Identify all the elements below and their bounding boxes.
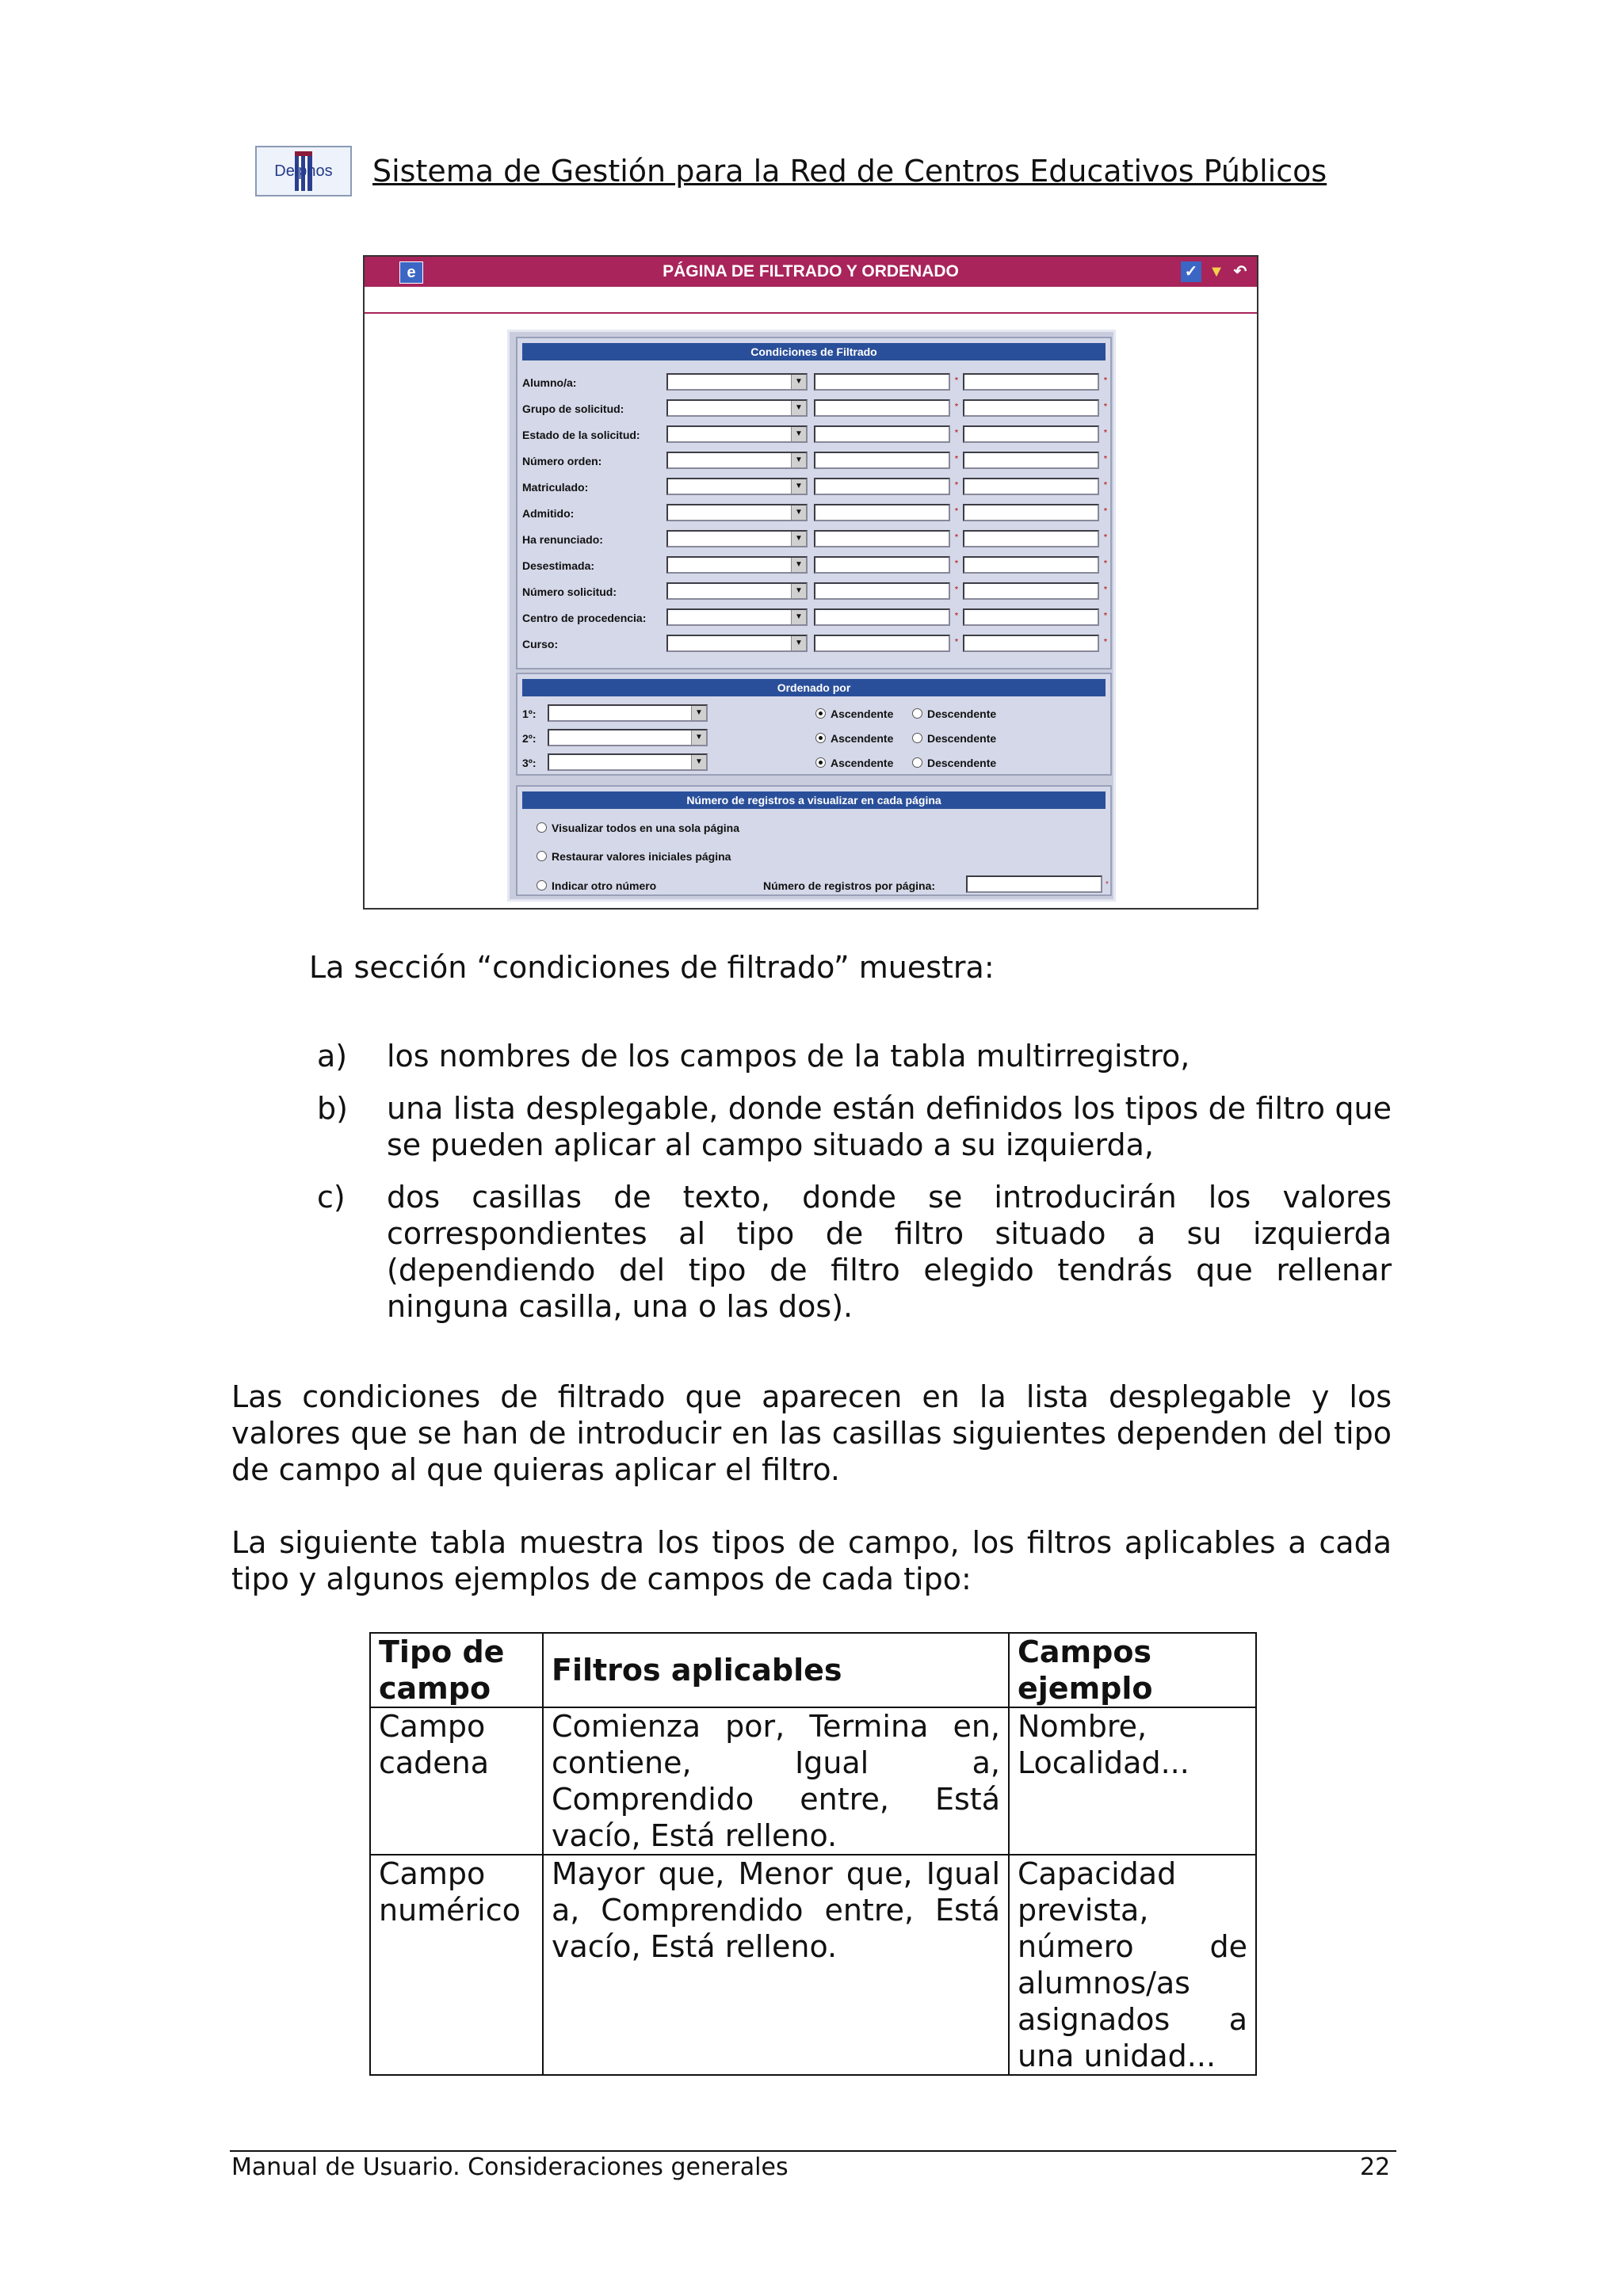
- order-field-select[interactable]: [548, 729, 708, 746]
- radio-ascending[interactable]: Ascendente: [815, 757, 893, 769]
- filter-value-1[interactable]: [814, 635, 950, 652]
- required-mark: *: [1104, 559, 1107, 568]
- filter-row: [522, 631, 1109, 655]
- dropdown-arrow-icon: ▼: [691, 706, 706, 720]
- dropdown-arrow-icon: ▼: [791, 558, 806, 572]
- records-section: [516, 785, 1112, 896]
- sub-bar: [365, 287, 1257, 314]
- filter-row: [522, 501, 1109, 524]
- dropdown-arrow-icon: ▼: [691, 730, 706, 745]
- filter-row: [522, 396, 1109, 420]
- filter-row: [522, 527, 1109, 551]
- filter-row: [522, 422, 1109, 446]
- required-mark: *: [955, 585, 958, 594]
- check-icon[interactable]: ✓: [1181, 261, 1201, 282]
- required-mark: *: [1104, 455, 1107, 463]
- required-mark: *: [955, 507, 958, 516]
- delphos-logo: [255, 146, 352, 196]
- radio-icon: [815, 757, 826, 768]
- filter-field-label: Centro de procedencia:: [522, 612, 647, 624]
- filter-field-label: Ha renunciado:: [522, 533, 603, 546]
- radio-icon: [815, 733, 826, 743]
- filter-types-table: [369, 1632, 1257, 2076]
- filter-type-select[interactable]: [666, 504, 808, 521]
- table-header-row: [370, 1633, 1256, 1707]
- title-bar: [365, 257, 1257, 287]
- required-mark: *: [1104, 376, 1107, 385]
- filter-value-1[interactable]: [814, 608, 950, 626]
- filter-section: [516, 337, 1112, 669]
- filter-value-2[interactable]: [963, 373, 1099, 391]
- records-section-title: Número de registros a visualizar en cada página: [522, 791, 1106, 809]
- filter-value-1[interactable]: [814, 530, 950, 547]
- radio-ascending[interactable]: Ascendente: [815, 707, 893, 720]
- required-mark: *: [1104, 585, 1107, 594]
- required-mark: *: [1104, 481, 1107, 490]
- filter-type-select[interactable]: [666, 530, 808, 547]
- required-mark: *: [1104, 507, 1107, 516]
- filter-value-2[interactable]: [963, 556, 1099, 574]
- filter-type-select[interactable]: [666, 425, 808, 443]
- order-row-label: 2º:: [522, 732, 537, 745]
- undo-icon[interactable]: ↶: [1233, 263, 1247, 280]
- table-cell: Comienza por, Termina en, contiene, Igual a, Comprendido entre, Está vacío, Está relleno.: [543, 1707, 1009, 1855]
- dropdown-arrow-icon: ▼: [791, 453, 806, 467]
- item-a-marker: a): [317, 1039, 348, 1074]
- radio-icon: [537, 851, 547, 861]
- filter-row: [522, 370, 1109, 394]
- filter-field-label: Número solicitud:: [522, 585, 617, 598]
- paragraph-1: Las condiciones de filtrado que aparecen en la lista desplegable y los valores que se han de introducir en las casillas siguientes dependen del tipo de campo al que quieras aplicar el filtro.: [231, 1379, 1392, 1487]
- bar-title: PÁGINA DE FILTRADO Y ORDENADO: [663, 262, 959, 280]
- required-mark: *: [1104, 638, 1107, 646]
- table-header: Campos ejemplo: [1009, 1633, 1256, 1707]
- required-mark: *: [955, 638, 958, 646]
- logo-text: Delphos: [274, 162, 333, 180]
- dropdown-arrow-icon: ▼: [791, 610, 806, 624]
- filter-row: [522, 475, 1109, 498]
- required-mark: *: [955, 559, 958, 568]
- radio-descending[interactable]: Descendente: [912, 732, 996, 745]
- filter-row: [522, 605, 1109, 629]
- radio-icon: [912, 757, 922, 768]
- filter-value-2[interactable]: [963, 635, 1099, 652]
- page-number: 22: [1360, 2153, 1391, 2181]
- filter-type-select[interactable]: [666, 452, 808, 469]
- dropdown-arrow-icon: ▼: [791, 532, 806, 546]
- filter-value-2[interactable]: [963, 478, 1099, 495]
- table-cell: Nombre, Localidad...: [1009, 1707, 1256, 1855]
- filter-value-2[interactable]: [963, 530, 1099, 547]
- intro-text: La sección “condiciones de filtrado” muestra:: [309, 950, 995, 985]
- table-row: [370, 1707, 1256, 1855]
- filter-field-label: Número orden:: [522, 455, 602, 467]
- required-mark: *: [1104, 612, 1107, 620]
- e-icon[interactable]: e: [399, 261, 423, 284]
- required-mark: *: [955, 376, 958, 385]
- table-header: Tipo de campo: [370, 1633, 543, 1707]
- dropdown-arrow-icon: ▼: [791, 479, 806, 494]
- per-page-input[interactable]: [966, 875, 1102, 893]
- filter-type-select[interactable]: [666, 373, 808, 391]
- footer-rule: [230, 2150, 1396, 2152]
- required-mark: *: [955, 481, 958, 490]
- filter-page-screenshot: [363, 255, 1258, 910]
- filter-type-select[interactable]: [666, 582, 808, 600]
- radio-icon: [537, 822, 547, 833]
- filter-value-1[interactable]: [814, 399, 950, 417]
- table-cell: Capacidad prevista, número de alumnos/as asignados a una unidad...: [1009, 1855, 1256, 2075]
- radio-reset-label: Restaurar valores iniciales página: [552, 850, 731, 863]
- filter-field-label: Curso:: [522, 638, 559, 650]
- item-a-text: los nombres de los campos de la tabla multirregistro,: [387, 1039, 1190, 1074]
- radio-descending[interactable]: Descendente: [912, 707, 996, 720]
- dropdown-arrow-icon: ▼: [791, 375, 806, 389]
- table-row: [370, 1855, 1256, 2075]
- required-mark: *: [955, 402, 958, 411]
- filter-field-label: Grupo de solicitud:: [522, 402, 624, 415]
- radio-icon: [912, 708, 922, 719]
- dropdown-arrow-icon: ▼: [791, 584, 806, 598]
- order-row: [522, 726, 1109, 749]
- footer-title: Manual de Usuario. Consideraciones generales: [231, 2153, 789, 2181]
- filter-value-1[interactable]: [814, 373, 950, 391]
- item-b-text: una lista desplegable, donde están definidos los tipos de filtro que se pueden aplicar al campo situado a su izquierda,: [387, 1091, 1392, 1162]
- filter-type-select[interactable]: [666, 635, 808, 652]
- filter-row: [522, 553, 1109, 577]
- filter-value-1[interactable]: [814, 478, 950, 495]
- filter-section-title: Condiciones de Filtrado: [522, 343, 1106, 360]
- filter-field-label: Alumno/a:: [522, 376, 577, 389]
- order-section: [516, 673, 1112, 776]
- item-c-text: dos casillas de texto, donde se introducirán los valores correspondientes al tipo de filtro situado a su izquierda (dependiendo del tipo de filtro elegido tendrás que rellenar ninguna casilla, una o las dos).: [387, 1180, 1392, 1324]
- radio-icon: [815, 708, 826, 719]
- order-field-select[interactable]: [548, 704, 708, 722]
- filter-field-label: Matriculado:: [522, 481, 589, 494]
- filter-icon[interactable]: ▼: [1209, 263, 1224, 280]
- filter-value-2[interactable]: [963, 582, 1099, 600]
- radio-icon: [912, 733, 922, 743]
- dropdown-arrow-icon: ▼: [691, 755, 706, 769]
- order-row-label: 3º:: [522, 757, 537, 769]
- table-cell: Mayor que, Menor que, Igual a, Comprendido entre, Está vacío, Está relleno.: [543, 1855, 1009, 2075]
- paragraph-2: La siguiente tabla muestra los tipos de campo, los filtros aplicables a cada tipo y algunos ejemplos de campos de cada tipo:: [231, 1525, 1392, 1596]
- filter-value-1[interactable]: [814, 452, 950, 469]
- filter-value-1[interactable]: [814, 425, 950, 443]
- order-section-title: Ordenado por: [522, 679, 1106, 696]
- filter-type-select[interactable]: [666, 608, 808, 626]
- order-row-label: 1º:: [522, 707, 537, 720]
- required-mark: *: [955, 455, 958, 463]
- order-row: [522, 750, 1109, 774]
- radio-other-number[interactable]: [537, 879, 656, 892]
- filter-row: [522, 579, 1109, 603]
- filter-value-1[interactable]: [814, 582, 950, 600]
- table-cell: Campo numérico: [370, 1855, 543, 2075]
- filter-type-select[interactable]: [666, 556, 808, 574]
- required-mark: *: [1104, 429, 1107, 437]
- filter-value-2[interactable]: [963, 608, 1099, 626]
- filter-value-2[interactable]: [963, 504, 1099, 521]
- order-row: [522, 701, 1109, 725]
- order-field-select[interactable]: [548, 753, 708, 771]
- radio-reset[interactable]: [537, 850, 731, 863]
- filter-type-select[interactable]: [666, 478, 808, 495]
- radio-descending[interactable]: Descendente: [912, 757, 996, 769]
- radio-other-label: Indicar otro número: [552, 879, 657, 892]
- item-c-marker: c): [317, 1180, 346, 1215]
- filter-value-1[interactable]: [814, 556, 950, 574]
- required-mark: *: [1106, 880, 1109, 889]
- header-title: Sistema de Gestión para la Red de Centros Educativos Públicos: [372, 154, 1327, 189]
- table-cell: Campo cadena: [370, 1707, 543, 1855]
- dropdown-arrow-icon: ▼: [791, 505, 806, 520]
- radio-icon: [537, 880, 547, 891]
- filter-value-1[interactable]: [814, 504, 950, 521]
- radio-view-all[interactable]: [537, 822, 739, 834]
- filter-field-label: Estado de la solicitud:: [522, 429, 640, 441]
- required-mark: *: [955, 429, 958, 437]
- filter-value-2[interactable]: [963, 399, 1099, 417]
- item-b-marker: b): [317, 1091, 348, 1126]
- required-mark: *: [955, 533, 958, 542]
- filter-value-2[interactable]: [963, 452, 1099, 469]
- filter-value-2[interactable]: [963, 425, 1099, 443]
- required-mark: *: [1104, 402, 1107, 411]
- dropdown-arrow-icon: ▼: [791, 401, 806, 415]
- dropdown-arrow-icon: ▼: [791, 636, 806, 650]
- form-panel: [507, 330, 1116, 902]
- filter-type-select[interactable]: [666, 399, 808, 417]
- filter-row: [522, 448, 1109, 472]
- table-header: Filtros aplicables: [543, 1633, 1009, 1707]
- per-page-label: Número de registros por página:: [763, 879, 936, 892]
- required-mark: *: [1104, 533, 1107, 542]
- document-header: [255, 146, 1327, 196]
- radio-view-all-label: Visualizar todos en una sola página: [552, 822, 740, 834]
- required-mark: *: [955, 612, 958, 620]
- filter-field-label: Admitido:: [522, 507, 575, 520]
- radio-ascending[interactable]: Ascendente: [815, 732, 893, 745]
- dropdown-arrow-icon: ▼: [791, 427, 806, 441]
- filter-field-label: Desestimada:: [522, 559, 595, 572]
